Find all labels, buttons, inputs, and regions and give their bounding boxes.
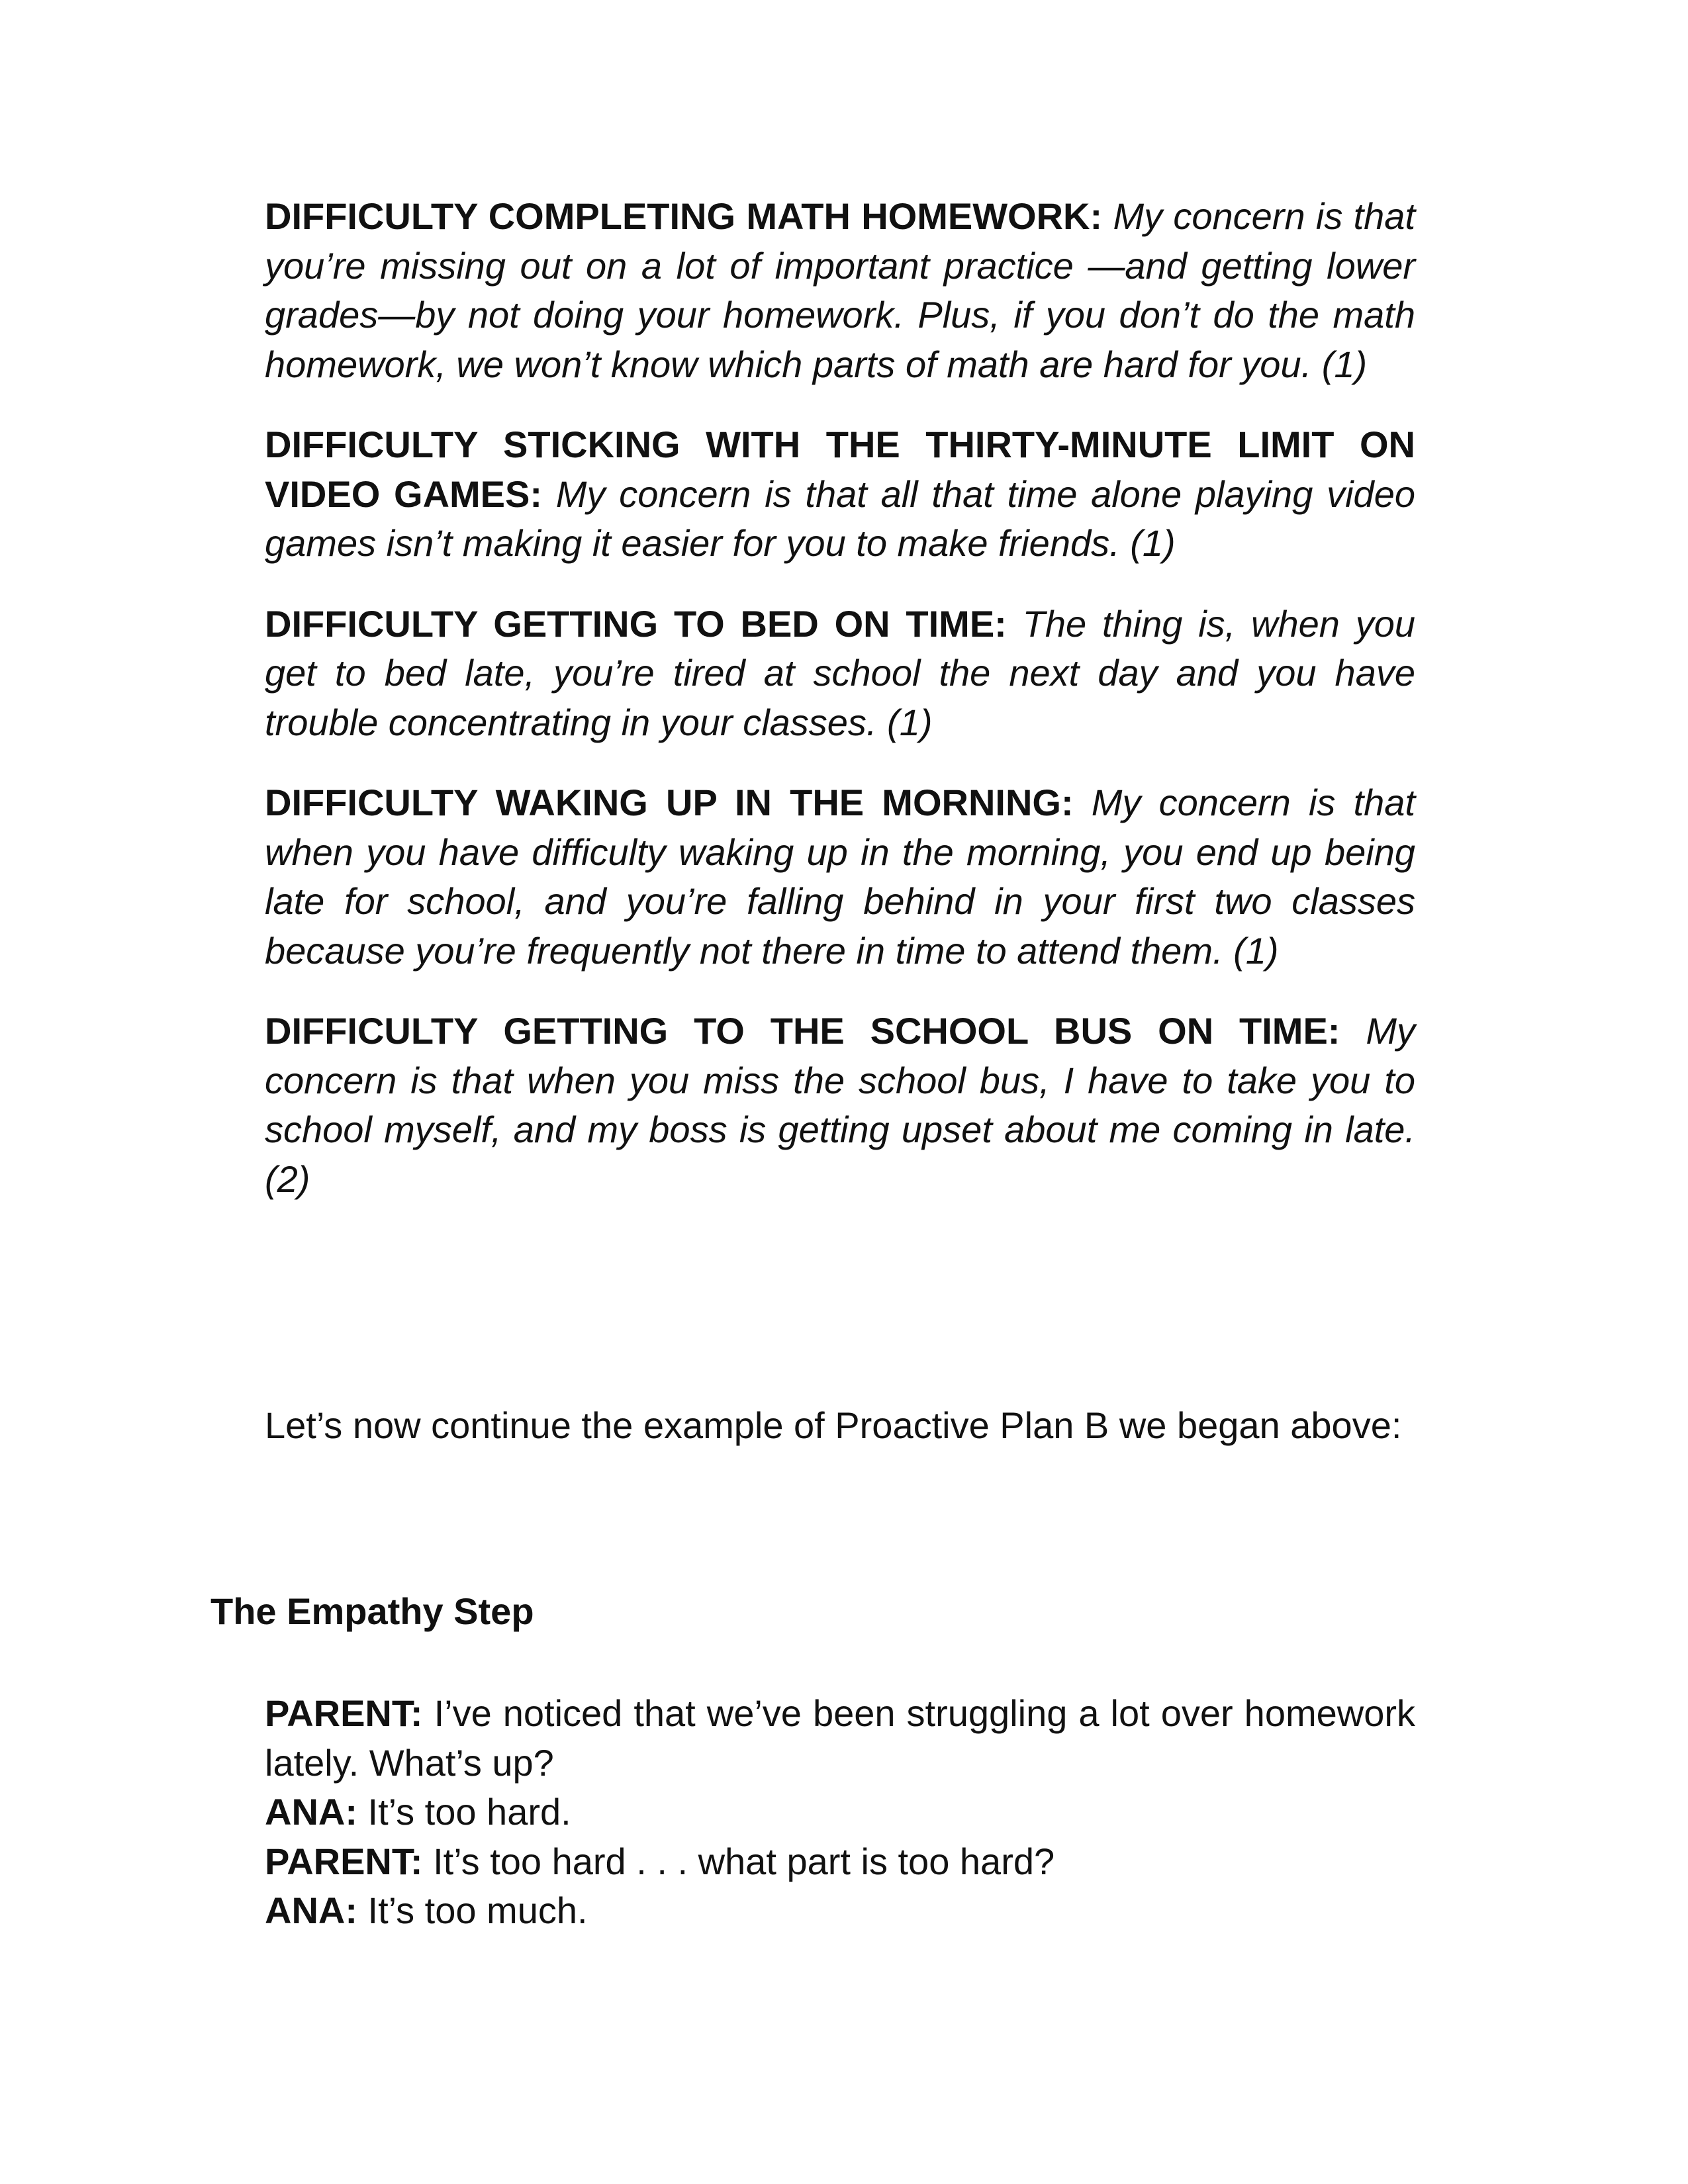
speaker-label: ANA:	[265, 1889, 357, 1931]
dialogue-line	[265, 1837, 1415, 1887]
dialogue-text: It’s too hard.	[367, 1791, 571, 1833]
concern-text: My concern is that when you have difficulty waking up in the morning, you end up being late for school, and you’re falling behind in your first two classes because you’re frequently not there in time to attend them. (1)	[265, 782, 1415, 972]
dialogue-line	[265, 1886, 1415, 1936]
dialogue-text: I’ve noticed that we’ve been struggling a lot over homework lately. What’s up?	[265, 1692, 1416, 1784]
concern-label: DIFFICULTY WAKING UP IN THE MORNING:	[265, 782, 1074, 823]
speaker-label: PARENT:	[265, 1840, 423, 1882]
section-heading: The Empathy Step	[211, 1590, 534, 1632]
dialogue-line	[265, 1689, 1415, 1788]
concern-paragraph	[265, 420, 1415, 569]
concern-paragraph	[265, 600, 1415, 748]
concern-paragraph	[265, 192, 1415, 389]
speaker-label: PARENT:	[265, 1692, 423, 1734]
concern-label: DIFFICULTY GETTING TO BED ON TIME:	[265, 602, 1007, 645]
speaker-label: ANA:	[265, 1791, 357, 1833]
concern-label: DIFFICULTY COMPLETING MATH HOMEWORK:	[265, 195, 1103, 237]
intro-paragraph: Let’s now continue the example of Proactive Plan B we began above:	[265, 1404, 1402, 1446]
dialogue-text: It’s too hard . . . what part is too hard?	[433, 1840, 1055, 1882]
concern-label: DIFFICULTY STICKING WITH THE THIRTY-MINUTE LIMIT ON VIDEO GAMES:	[265, 424, 1415, 515]
concern-paragraph	[265, 778, 1415, 976]
concern-text: My concern is that when you miss the school bus, I have to take you to school myself, and my boss is getting upset about me coming in late. (2)	[265, 1010, 1415, 1200]
dialogue-line	[265, 1788, 1415, 1837]
concern-text: My concern is that all that time alone playing video games isn’t making it easier for you to make friends. (1)	[265, 473, 1415, 564]
concern-text: The thing is, when you get to bed late, you’re tired at school the next day and you have trouble concentrating in your classes. (1)	[265, 602, 1416, 743]
dialogue	[265, 1689, 1415, 1936]
concern-label: DIFFICULTY GETTING TO THE SCHOOL BUS ON TIME:	[265, 1010, 1340, 1052]
concern-text: My concern is that you’re missing out on a lot of important practice —and getting lower grades—by not doing your homework. Plus, if you don’t do the math homework, we won’t know which parts of math are hard for you. (1)	[265, 195, 1415, 385]
dialogue-text: It’s too much.	[367, 1889, 588, 1931]
concerns-list	[265, 192, 1415, 1235]
concern-paragraph	[265, 1007, 1415, 1204]
